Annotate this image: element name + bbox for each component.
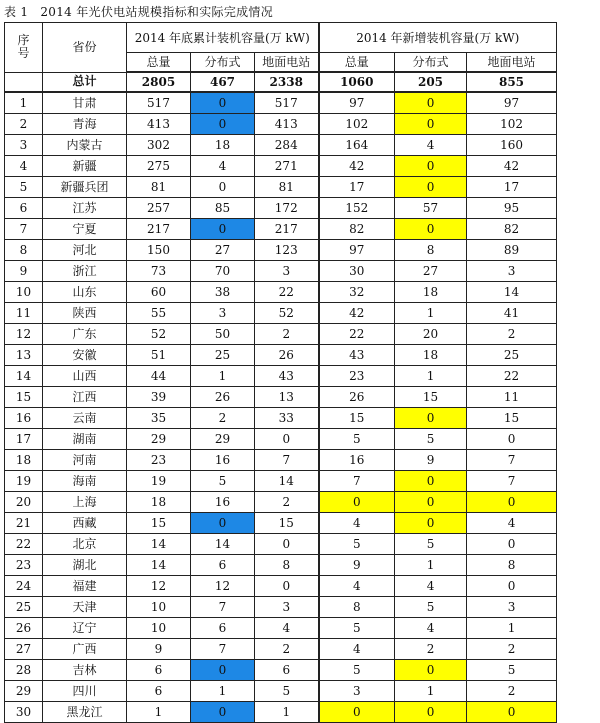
seq-cell: 14	[5, 366, 43, 387]
total-cum-distributed: 467	[191, 72, 255, 92]
cum-total-cell: 217	[127, 219, 191, 240]
province-cell: 浙江	[43, 261, 127, 282]
seq-cell: 26	[5, 618, 43, 639]
table-row	[5, 156, 557, 177]
table-row	[5, 408, 557, 429]
new-total-cell: 4	[319, 513, 395, 534]
seq-cell: 12	[5, 324, 43, 345]
province-cell: 河南	[43, 450, 127, 471]
seq-cell: 5	[5, 177, 43, 198]
table-row	[5, 135, 557, 156]
cum-total-cell: 73	[127, 261, 191, 282]
cum-ground-cell: 517	[255, 92, 319, 114]
new-ground-cell: 15	[467, 408, 557, 429]
cum-distributed-cell: 26	[191, 387, 255, 408]
cum-distributed-cell: 1	[191, 681, 255, 702]
cum-distributed-cell: 12	[191, 576, 255, 597]
new-ground-cell: 25	[467, 345, 557, 366]
total-new-distributed: 205	[395, 72, 467, 92]
province-cell: 广西	[43, 639, 127, 660]
province-cell: 新疆兵团	[43, 177, 127, 198]
new-total-cell: 5	[319, 660, 395, 681]
cum-total-cell: 413	[127, 114, 191, 135]
cum-total-cell: 60	[127, 282, 191, 303]
new-distributed-cell: 18	[395, 282, 467, 303]
cum-distributed-cell: 1	[191, 366, 255, 387]
new-ground-cell: 1	[467, 618, 557, 639]
cum-distributed-cell: 5	[191, 471, 255, 492]
table-row	[5, 345, 557, 366]
new-total-cell: 32	[319, 282, 395, 303]
cum-ground-cell: 6	[255, 660, 319, 681]
cum-distributed-cell: 38	[191, 282, 255, 303]
cum-distributed-cell: 0	[191, 513, 255, 534]
cum-distributed-cell: 0	[191, 660, 255, 681]
header-new-distributed: 分布式	[395, 53, 467, 73]
cum-ground-cell: 3	[255, 597, 319, 618]
table-caption	[4, 2, 273, 22]
new-ground-cell: 3	[467, 261, 557, 282]
cum-distributed-cell: 6	[191, 618, 255, 639]
new-distributed-cell: 0	[395, 114, 467, 135]
cum-total-cell: 1	[127, 702, 191, 723]
table-row	[5, 639, 557, 660]
table-row	[5, 702, 557, 723]
cum-ground-cell: 7	[255, 450, 319, 471]
table-title: 2014 年光伏电站规模指标和实际完成情况	[40, 5, 274, 19]
province-cell: 天津	[43, 597, 127, 618]
province-cell: 内蒙古	[43, 135, 127, 156]
cum-total-cell: 51	[127, 345, 191, 366]
new-ground-cell: 42	[467, 156, 557, 177]
seq-cell: 23	[5, 555, 43, 576]
cum-distributed-cell: 0	[191, 114, 255, 135]
new-distributed-cell: 15	[395, 387, 467, 408]
table-row	[5, 681, 557, 702]
cum-total-cell: 55	[127, 303, 191, 324]
province-cell: 河北	[43, 240, 127, 261]
new-ground-cell: 89	[467, 240, 557, 261]
cum-ground-cell: 2	[255, 492, 319, 513]
seq-cell: 6	[5, 198, 43, 219]
cum-total-cell: 18	[127, 492, 191, 513]
cum-ground-cell: 22	[255, 282, 319, 303]
new-ground-cell: 95	[467, 198, 557, 219]
new-distributed-cell: 2	[395, 639, 467, 660]
new-ground-cell: 102	[467, 114, 557, 135]
cum-distributed-cell: 7	[191, 639, 255, 660]
table-row	[5, 576, 557, 597]
cum-ground-cell: 52	[255, 303, 319, 324]
cum-distributed-cell: 85	[191, 198, 255, 219]
province-cell: 江西	[43, 387, 127, 408]
seq-cell: 9	[5, 261, 43, 282]
province-cell: 山西	[43, 366, 127, 387]
new-ground-cell: 0	[467, 576, 557, 597]
province-cell: 山东	[43, 282, 127, 303]
table-row	[5, 177, 557, 198]
new-ground-cell: 14	[467, 282, 557, 303]
cum-total-cell: 6	[127, 660, 191, 681]
new-ground-cell: 17	[467, 177, 557, 198]
cum-ground-cell: 217	[255, 219, 319, 240]
table-row	[5, 450, 557, 471]
new-distributed-cell: 0	[395, 177, 467, 198]
cum-total-cell: 12	[127, 576, 191, 597]
new-total-cell: 5	[319, 618, 395, 639]
new-ground-cell: 5	[467, 660, 557, 681]
cum-total-cell: 15	[127, 513, 191, 534]
new-distributed-cell: 0	[395, 92, 467, 114]
seq-cell: 16	[5, 408, 43, 429]
table-row	[5, 618, 557, 639]
cum-ground-cell: 8	[255, 555, 319, 576]
cum-total-cell: 10	[127, 618, 191, 639]
cum-total-cell: 52	[127, 324, 191, 345]
seq-cell: 13	[5, 345, 43, 366]
province-cell: 云南	[43, 408, 127, 429]
new-total-cell: 17	[319, 177, 395, 198]
total-row	[5, 72, 557, 92]
new-distributed-cell: 27	[395, 261, 467, 282]
cum-ground-cell: 33	[255, 408, 319, 429]
total-new-ground: 855	[467, 72, 557, 92]
new-total-cell: 4	[319, 576, 395, 597]
table-row	[5, 534, 557, 555]
province-cell: 四川	[43, 681, 127, 702]
new-total-cell: 22	[319, 324, 395, 345]
new-distributed-cell: 0	[395, 702, 467, 723]
cum-ground-cell: 13	[255, 387, 319, 408]
total-new-total: 1060	[319, 72, 395, 92]
cum-distributed-cell: 3	[191, 303, 255, 324]
new-ground-cell: 0	[467, 429, 557, 450]
table-row	[5, 324, 557, 345]
province-cell: 北京	[43, 534, 127, 555]
new-total-cell: 26	[319, 387, 395, 408]
table-row	[5, 219, 557, 240]
province-cell: 西藏	[43, 513, 127, 534]
cum-ground-cell: 2	[255, 639, 319, 660]
table-row	[5, 240, 557, 261]
cum-total-cell: 275	[127, 156, 191, 177]
new-distributed-cell: 0	[395, 156, 467, 177]
province-cell: 宁夏	[43, 219, 127, 240]
cum-distributed-cell: 7	[191, 597, 255, 618]
cum-distributed-cell: 6	[191, 555, 255, 576]
header-group-new: 2014 年新增装机容量(万 kW)	[319, 23, 557, 53]
cum-distributed-cell: 18	[191, 135, 255, 156]
header-cum-ground: 地面电站	[255, 53, 319, 73]
cum-ground-cell: 0	[255, 576, 319, 597]
table-row	[5, 660, 557, 681]
province-cell: 吉林	[43, 660, 127, 681]
cum-total-cell: 302	[127, 135, 191, 156]
cum-total-cell: 39	[127, 387, 191, 408]
cum-distributed-cell: 2	[191, 408, 255, 429]
cum-distributed-cell: 0	[191, 92, 255, 114]
new-total-cell: 30	[319, 261, 395, 282]
table-row	[5, 303, 557, 324]
new-distributed-cell: 1	[395, 555, 467, 576]
table-row	[5, 282, 557, 303]
cum-distributed-cell: 0	[191, 702, 255, 723]
cum-total-cell: 14	[127, 534, 191, 555]
cum-ground-cell: 284	[255, 135, 319, 156]
cum-total-cell: 35	[127, 408, 191, 429]
new-ground-cell: 2	[467, 681, 557, 702]
province-cell: 上海	[43, 492, 127, 513]
new-ground-cell: 41	[467, 303, 557, 324]
cum-total-cell: 6	[127, 681, 191, 702]
seq-cell: 8	[5, 240, 43, 261]
header-seq: 序 号	[5, 23, 43, 73]
province-cell: 安徽	[43, 345, 127, 366]
province-cell: 广东	[43, 324, 127, 345]
cum-ground-cell: 43	[255, 366, 319, 387]
seq-cell: 11	[5, 303, 43, 324]
new-distributed-cell: 5	[395, 534, 467, 555]
table-row	[5, 471, 557, 492]
new-ground-cell: 22	[467, 366, 557, 387]
cum-total-cell: 9	[127, 639, 191, 660]
new-total-cell: 15	[319, 408, 395, 429]
table-row	[5, 114, 557, 135]
cum-ground-cell: 2	[255, 324, 319, 345]
seq-cell: 10	[5, 282, 43, 303]
table-number: 表 1	[4, 5, 29, 19]
new-total-cell: 97	[319, 240, 395, 261]
cum-ground-cell: 1	[255, 702, 319, 723]
cum-ground-cell: 14	[255, 471, 319, 492]
cum-total-cell: 150	[127, 240, 191, 261]
province-cell: 辽宁	[43, 618, 127, 639]
seq-cell: 7	[5, 219, 43, 240]
new-total-cell: 102	[319, 114, 395, 135]
cum-distributed-cell: 4	[191, 156, 255, 177]
seq-cell: 3	[5, 135, 43, 156]
new-ground-cell: 97	[467, 92, 557, 114]
cum-distributed-cell: 27	[191, 240, 255, 261]
new-total-cell: 152	[319, 198, 395, 219]
province-cell: 陕西	[43, 303, 127, 324]
total-seq-cell	[5, 72, 43, 92]
cum-distributed-cell: 0	[191, 219, 255, 240]
new-distributed-cell: 4	[395, 135, 467, 156]
seq-cell: 19	[5, 471, 43, 492]
province-cell: 江苏	[43, 198, 127, 219]
new-ground-cell: 3	[467, 597, 557, 618]
cum-distributed-cell: 25	[191, 345, 255, 366]
table-row	[5, 429, 557, 450]
cum-ground-cell: 5	[255, 681, 319, 702]
cum-total-cell: 23	[127, 450, 191, 471]
cum-ground-cell: 4	[255, 618, 319, 639]
new-total-cell: 0	[319, 702, 395, 723]
new-total-cell: 42	[319, 303, 395, 324]
seq-cell: 30	[5, 702, 43, 723]
cum-ground-cell: 413	[255, 114, 319, 135]
header-cum-distributed: 分布式	[191, 53, 255, 73]
seq-cell: 25	[5, 597, 43, 618]
new-ground-cell: 82	[467, 219, 557, 240]
new-distributed-cell: 20	[395, 324, 467, 345]
new-distributed-cell: 4	[395, 618, 467, 639]
table-row	[5, 92, 557, 114]
new-distributed-cell: 4	[395, 576, 467, 597]
new-total-cell: 43	[319, 345, 395, 366]
new-distributed-cell: 5	[395, 597, 467, 618]
cum-total-cell: 19	[127, 471, 191, 492]
new-total-cell: 8	[319, 597, 395, 618]
new-ground-cell: 7	[467, 471, 557, 492]
cum-ground-cell: 15	[255, 513, 319, 534]
new-ground-cell: 160	[467, 135, 557, 156]
table-row	[5, 366, 557, 387]
province-cell: 新疆	[43, 156, 127, 177]
table-row	[5, 387, 557, 408]
header-new-ground: 地面电站	[467, 53, 557, 73]
new-total-cell: 9	[319, 555, 395, 576]
seq-cell: 20	[5, 492, 43, 513]
cum-ground-cell: 3	[255, 261, 319, 282]
pv-capacity-table	[4, 22, 557, 723]
cum-ground-cell: 81	[255, 177, 319, 198]
new-distributed-cell: 0	[395, 471, 467, 492]
cum-distributed-cell: 16	[191, 492, 255, 513]
new-ground-cell: 0	[467, 534, 557, 555]
new-ground-cell: 7	[467, 450, 557, 471]
new-total-cell: 4	[319, 639, 395, 660]
new-total-cell: 5	[319, 534, 395, 555]
cum-ground-cell: 271	[255, 156, 319, 177]
new-distributed-cell: 0	[395, 219, 467, 240]
new-distributed-cell: 1	[395, 303, 467, 324]
cum-ground-cell: 123	[255, 240, 319, 261]
new-distributed-cell: 1	[395, 366, 467, 387]
new-total-cell: 16	[319, 450, 395, 471]
province-cell: 青海	[43, 114, 127, 135]
header-cum-total: 总量	[127, 53, 191, 73]
new-distributed-cell: 57	[395, 198, 467, 219]
header-row-1	[5, 23, 557, 53]
province-cell: 湖北	[43, 555, 127, 576]
new-ground-cell: 2	[467, 639, 557, 660]
total-label: 总计	[43, 72, 127, 92]
seq-cell: 24	[5, 576, 43, 597]
cum-total-cell: 44	[127, 366, 191, 387]
cum-distributed-cell: 50	[191, 324, 255, 345]
new-total-cell: 3	[319, 681, 395, 702]
cum-total-cell: 29	[127, 429, 191, 450]
seq-cell: 22	[5, 534, 43, 555]
cum-distributed-cell: 16	[191, 450, 255, 471]
new-distributed-cell: 9	[395, 450, 467, 471]
total-cum-total: 2805	[127, 72, 191, 92]
new-total-cell: 82	[319, 219, 395, 240]
seq-cell: 17	[5, 429, 43, 450]
new-total-cell: 0	[319, 492, 395, 513]
cum-distributed-cell: 0	[191, 177, 255, 198]
new-distributed-cell: 18	[395, 345, 467, 366]
cum-total-cell: 517	[127, 92, 191, 114]
cum-ground-cell: 0	[255, 534, 319, 555]
table-row	[5, 513, 557, 534]
cum-distributed-cell: 14	[191, 534, 255, 555]
new-total-cell: 5	[319, 429, 395, 450]
seq-cell: 18	[5, 450, 43, 471]
new-distributed-cell: 0	[395, 660, 467, 681]
new-ground-cell: 0	[467, 492, 557, 513]
new-ground-cell: 8	[467, 555, 557, 576]
province-cell: 黑龙江	[43, 702, 127, 723]
province-cell: 湖南	[43, 429, 127, 450]
header-province: 省份	[43, 23, 127, 73]
new-ground-cell: 11	[467, 387, 557, 408]
new-distributed-cell: 0	[395, 513, 467, 534]
new-ground-cell: 4	[467, 513, 557, 534]
total-cum-ground: 2338	[255, 72, 319, 92]
new-distributed-cell: 5	[395, 429, 467, 450]
new-ground-cell: 2	[467, 324, 557, 345]
province-cell: 福建	[43, 576, 127, 597]
table-row	[5, 492, 557, 513]
cum-ground-cell: 172	[255, 198, 319, 219]
table-row	[5, 261, 557, 282]
cum-total-cell: 257	[127, 198, 191, 219]
table-row	[5, 555, 557, 576]
cum-total-cell: 81	[127, 177, 191, 198]
seq-cell: 21	[5, 513, 43, 534]
cum-distributed-cell: 29	[191, 429, 255, 450]
cum-distributed-cell: 70	[191, 261, 255, 282]
seq-cell: 4	[5, 156, 43, 177]
new-distributed-cell: 1	[395, 681, 467, 702]
new-distributed-cell: 0	[395, 492, 467, 513]
new-distributed-cell: 8	[395, 240, 467, 261]
cum-ground-cell: 0	[255, 429, 319, 450]
new-total-cell: 164	[319, 135, 395, 156]
new-total-cell: 42	[319, 156, 395, 177]
new-total-cell: 7	[319, 471, 395, 492]
header-group-cumulative: 2014 年底累计装机容量(万 kW)	[127, 23, 319, 53]
seq-cell: 2	[5, 114, 43, 135]
new-total-cell: 23	[319, 366, 395, 387]
province-cell: 海南	[43, 471, 127, 492]
table-row	[5, 198, 557, 219]
seq-cell: 1	[5, 92, 43, 114]
new-distributed-cell: 0	[395, 408, 467, 429]
header-new-total: 总量	[319, 53, 395, 73]
seq-cell: 15	[5, 387, 43, 408]
cum-total-cell: 10	[127, 597, 191, 618]
seq-cell: 29	[5, 681, 43, 702]
seq-cell: 28	[5, 660, 43, 681]
cum-ground-cell: 26	[255, 345, 319, 366]
seq-cell: 27	[5, 639, 43, 660]
province-cell: 甘肃	[43, 92, 127, 114]
table-row	[5, 597, 557, 618]
new-total-cell: 97	[319, 92, 395, 114]
cum-total-cell: 14	[127, 555, 191, 576]
new-ground-cell: 0	[467, 702, 557, 723]
